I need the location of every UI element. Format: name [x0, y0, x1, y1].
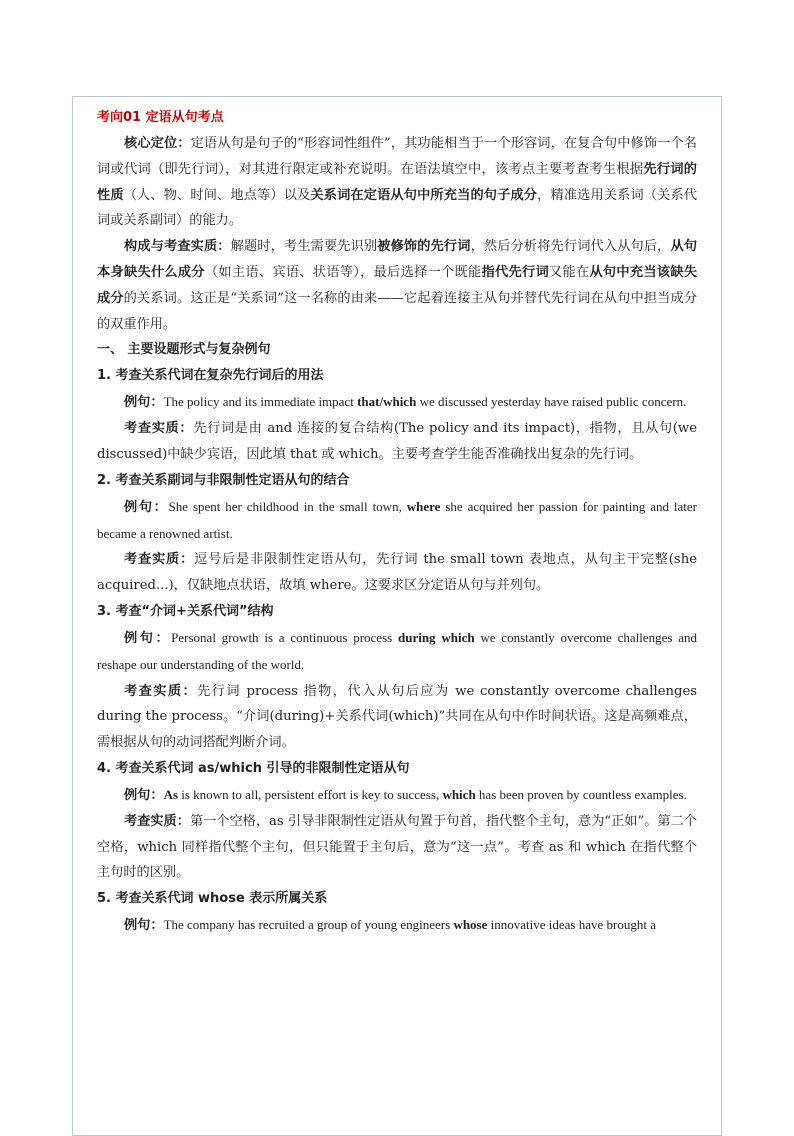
analysis-paragraph: 考查实质：先行词 process 指物，代入从句后应为 we constantly overcome challenges during the process。“介词(during)+关系代词(which)”共同在从句中作时间状语。这是高频难点，需根据从句的动词搭配判断介词。: [97, 683, 698, 751]
analysis-paragraph: 考查实质：先行词是由 and 连接的复合结构(The policy and its impact)，指物，且从句(we discussed)中缺少宾语，因此填 that 或 which。主要考查学生能否准确找出复杂的先行词。: [97, 421, 698, 462]
example-sentence: 例句：As is known to all, persistent effort is key to success, which has been proven by countless examples.: [124, 786, 687, 803]
example-label: 例句：: [124, 395, 164, 411]
analysis-label: 考查实质：: [124, 552, 195, 568]
example-label: 例句：: [124, 499, 169, 515]
content-box: [72, 96, 722, 1136]
answer-keyword: during which: [397, 629, 475, 645]
example-label: 例句：: [124, 787, 164, 803]
example-sentence: 例句：She spent her childhood in the small town, where she acquired her passion for painting and later became a renowned artist.: [97, 498, 697, 541]
answer-keyword: which: [442, 786, 476, 802]
answer-keyword: where: [406, 498, 441, 514]
analysis-paragraph: 考查实质：逗号后是非限制性定语从句，先行词 the small town 表地点，从句主干完整(she acquired...)，仅缺地点状语，故填 where。这要求区分定语从句与并列句。: [97, 552, 698, 594]
example-label: 例句：: [124, 630, 172, 646]
item-heading: 1. 考查关系代词在复杂先行词后的用法: [97, 368, 324, 384]
item-heading: 3. 考查“介词+关系代词”结构: [97, 603, 274, 619]
analysis-label: 考查实质：: [124, 421, 194, 437]
example-sentence: 例句：The policy and its immediate impact that/which we discussed yesterday have raised public concern.: [124, 394, 687, 411]
item-heading: 5. 考查关系代词 whose 表示所属关系: [97, 891, 328, 907]
essence-label: 构成与考查实质：: [124, 239, 231, 255]
essence-paragraph: 构成与考查实质：解题时，考生需要先识别被修饰的先行词，然后分析将先行词代入从句后，从句本身缺失什么成分（如主语、宾语、状语等），最后选择一个既能指代先行词又能在从句中充当该缺失成分的关系词。这正是“关系词”这一名称的由来——它起着连接主从句并替代先行词在从句中担当成分的双重作用。: [97, 239, 698, 332]
item-heading: 4. 考查关系代词 as/which 引导的非限制性定语从句: [97, 760, 410, 776]
example-sentence: 例句：The company has recruited a group of young engineers whose innovative ideas have brought a: [124, 917, 656, 934]
analysis-label: 考查实质：: [124, 683, 198, 699]
answer-keyword: whose: [453, 917, 488, 933]
example-sentence: 例句：Personal growth is a continuous process during which we constantly overcome challenges and reshape our understanding of the world.: [97, 629, 697, 672]
item-heading: 2. 考查关系副词与非限制性定语从句的结合: [97, 472, 350, 488]
section-title: 考向01 定语从句考点: [97, 110, 224, 125]
core-definition-paragraph: 核心定位：定语从句是句子的“形容词性组件”，其功能相当于一个形容词，在复合句中修饰一个名词或代词（即先行词），对其进行限定或补充说明。在语法填空中，该考点主要考查考生根据先行词的性质（人、物、时间、地点等）以及关系词在定语从句中所充当的句子成分，精准选用关系词（关系代词或关系副词）的能力。: [97, 136, 698, 229]
core-label: 核心定位：: [124, 136, 191, 151]
answer-keyword: As: [163, 786, 179, 802]
section-heading: 一、 主要设题形式与复杂例句: [97, 342, 271, 358]
answer-keyword: that/which: [357, 394, 417, 410]
analysis-label: 考查实质：: [124, 813, 190, 829]
analysis-paragraph: 考查实质：第一个空格，as 引导非限制性定语从句置于句首，指代整个主句，意为“正如”。第二个空格，which 同样指代整个主句，但只能置于主句后，意为“这一点”。考查 as 和 which 在指代整个主句时的区别。: [97, 813, 697, 881]
example-label: 例句：: [124, 918, 164, 934]
